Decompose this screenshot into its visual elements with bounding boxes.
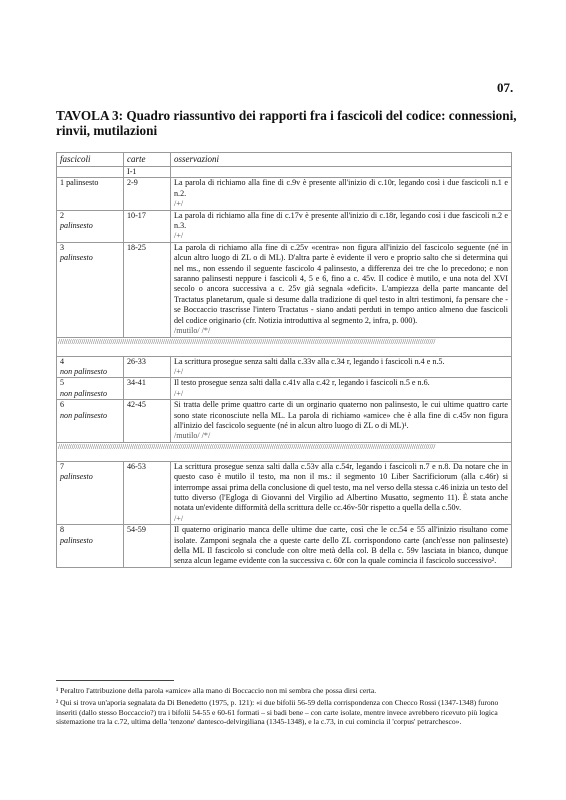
link-mark: /mutilo/ /*/ (174, 326, 211, 336)
footnote-1: ¹ Peraltro l'attribuzione della parola «amice» alla mano di Boccaccio non mi sembra che possa dirsi certa. (56, 686, 377, 695)
table-row (57, 210, 512, 242)
carte-cell: 18-25 (124, 242, 171, 337)
carte-cell: 46-53 (124, 461, 171, 524)
fascicolo-type: palinsesto (60, 535, 93, 545)
fascicolo-type: palinsesto (60, 472, 93, 482)
separator-marks: ////////////////////////////////////////////////////////////////////////////////////////////////////////////////////////////////////////////////////////////////////////////////////////////////// (57, 442, 512, 461)
table-body (57, 167, 512, 568)
header-osservazioni: osservazioni (171, 153, 512, 167)
table-row (57, 461, 512, 524)
fascicolo-cell (57, 400, 124, 443)
separator-row (57, 337, 512, 356)
carte-cell: I-1 (124, 167, 171, 178)
osservazioni-text: Il quaterno originario manca delle ultime due carte, così che le cc.54 e 55 all'inizio risultano come isolate. Zamponi segnala che a queste carte dello ZL corrispondono carte (anch'esse non palinseste) della ML Il fascicolo si conclude con oltre metà della col. B della c. 59v lasciata in bianco, dunque senza alcun legame evidente con la successiva c. 60r con la quale comincia il fascicolo successivo². (174, 525, 508, 566)
carte-cell: 26-33 (124, 356, 171, 378)
osservazioni-text: La parola di richiamo alla fine di c.25v «centra» non figura all'inizio del fascicolo seguente (né in alcun altro luogo di ZL o di ML). D'altra parte è evidente il vero e proprio salto che si determina qui nel ms., non essendo il seguente fascicolo 4 palinsesto, a differenza dei tre che lo precedono; e non saranno palinsesti neppure i fascicoli 4, 5 e 6, fino a c. 45v. Il codice è mutilo, e una nota del XVI secolo o ancora successiva a c. 25v già segnala «deficit». L'ampiezza della parte mancante del Tractatus planetarum, quale si desume dalla tradizione di quel testo in altri testimoni, fa pensare che - se Boccaccio trascrisse l'intero Tractatus - siano andati perduti in tempo antico almeno due fascicoli del codice originario (cfr. Notizia introduttiva al segmento 2, infra, p. 000). (174, 242, 508, 325)
fascicolo-cell (57, 356, 124, 378)
osservazioni-cell (171, 210, 512, 242)
carte-cell: 34-41 (124, 378, 171, 400)
table-row (57, 167, 512, 178)
link-mark: /mutilo/ /*/ (174, 431, 211, 441)
footnote-divider (56, 680, 174, 681)
separator-marks: ////////////////////////////////////////////////////////////////////////////////////////////////////////////////////////////////////////////////////////////////////////////////////////////////// (57, 337, 512, 356)
fascicolo-number: 5 (60, 378, 65, 388)
carte-cell: 10-17 (124, 210, 171, 242)
link-mark: /+/ (174, 366, 184, 376)
osservazioni-cell (171, 378, 512, 400)
link-mark: /+/ (174, 199, 184, 209)
carte-cell: 42-45 (124, 400, 171, 443)
osservazioni-text: Si tratta delle prime quattro carte di un orginario quaterno non palinsesto, le cui ultime quattro carte sono state riconosciute nella ML. La parola di richiamo «amice» che è alla fine di c.45v non figura all'inizio del fascicolo seguente (né in alcun altro luogo di ZL o di ML)¹. (174, 400, 508, 430)
osservazioni-text: La parola di richiamo alla fine di c.9v è presente all'inizio di c.10r, legando così i due fascicoli n.1 e n.2. (174, 178, 508, 198)
osservazioni-cell (171, 242, 512, 337)
fascicolo-type: non palinsesto (60, 366, 107, 376)
page-number: 07. (497, 80, 514, 95)
fascicolo-number: 7 (60, 461, 65, 471)
fascicolo-number: 8 (60, 525, 65, 535)
osservazioni-cell (171, 400, 512, 443)
fascicolo-number: 1 palinsesto (60, 178, 99, 188)
table-row (57, 178, 512, 210)
footnote-2: ² Qui si trova un'aporia segnalata da Di Benedetto (1975, p. 121): «i due bifolii 56-59 della corrispondenza con Checco Rossi (1347-1348) furono inseriti (dallo stesso Boccaccio?) tra i bifolii 54-55 e 60-61 formati – si badi bene – con carte isolate, mentre invece avrebbero ricevuto più logica sistemazione tra la c.72, ultima della 'tenzone' dantesco-delvirgiliana (1345-1348), e la c.73, in cui comincia il 'corpus' petrarchesco». (56, 698, 499, 727)
header-carte: carte (124, 153, 171, 167)
link-mark: /+/ (174, 513, 184, 523)
table-row (57, 525, 512, 568)
osservazioni-text: La scrittura prosegue senza salti dalla c.53v alla c.54r, legando i fascicoli n.7 e n.8. Da notare che in questo caso è mutilo il testo, ma non il ms.: il segmento 10 Liber Sacrificiorum (alla c.46r) si interrompe assai prima della conclusione di quel testo, ma nel verso della stessa c.46 inizia un testo del tutto diverso (l'Egloga di Giovanni del Virgilio ad Albertino Musatto, segmento 11). È stata anche notata un'evidente difformità della scrittura delle cc.46v-50r rispetto a quella della c.50v. (174, 461, 508, 513)
osservazioni-text: La parola di richiamo alla fine di c.17v è presente all'inizio di c.18r, legando così i due fascicoli n.2 e n.3. (174, 210, 508, 231)
fascicolo-number: 3 (60, 242, 65, 252)
osservazioni-text: La scrittura prosegue senza salti dalla c.33v alla c.34 r, legando i fascicoli n.4 e n.5. (174, 356, 445, 366)
table-header-row (57, 153, 512, 167)
fascicolo-type: non palinsesto (60, 410, 107, 420)
page-title: TAVOLA 3: Quadro riassuntivo dei rapporti fra i fascicoli del codice: connessioni, rinvii, mutilazioni (56, 108, 517, 138)
link-mark: /+/ (174, 388, 184, 398)
osservazioni-cell (171, 167, 512, 178)
table-row (57, 356, 512, 378)
table-row (57, 378, 512, 400)
fascicolo-cell (57, 461, 124, 524)
fascicolo-type: palinsesto (60, 253, 93, 263)
link-mark: /+/ (174, 231, 184, 241)
fascicolo-cell (57, 210, 124, 242)
table-row (57, 242, 512, 337)
fascicolo-number: 6 (60, 400, 65, 410)
fascicolo-cell (57, 525, 124, 568)
fascicolo-number: 4 (60, 356, 65, 366)
carte-cell: 2-9 (124, 178, 171, 210)
fascicolo-type: palinsesto (60, 221, 93, 231)
fascicolo-number: 2 (60, 210, 65, 220)
carte-cell: 54-59 (124, 525, 171, 568)
osservazioni-cell (171, 178, 512, 210)
osservazioni-cell (171, 356, 512, 378)
fascicolo-cell (57, 167, 124, 178)
fascicolo-cell (57, 178, 124, 210)
fascicolo-type: non palinsesto (60, 388, 107, 398)
fascicoli-table (56, 152, 512, 568)
header-fascicoli: fascicoli (57, 153, 124, 167)
fascicolo-cell (57, 242, 124, 337)
table-row (57, 400, 512, 443)
osservazioni-text: Il testo prosegue senza salti dalla c.41v alla c.42 r, legando i fascicoli n.5 e n.6. (174, 378, 430, 388)
fascicolo-cell (57, 378, 124, 400)
separator-row (57, 442, 512, 461)
osservazioni-cell (171, 461, 512, 524)
osservazioni-cell (171, 525, 512, 568)
